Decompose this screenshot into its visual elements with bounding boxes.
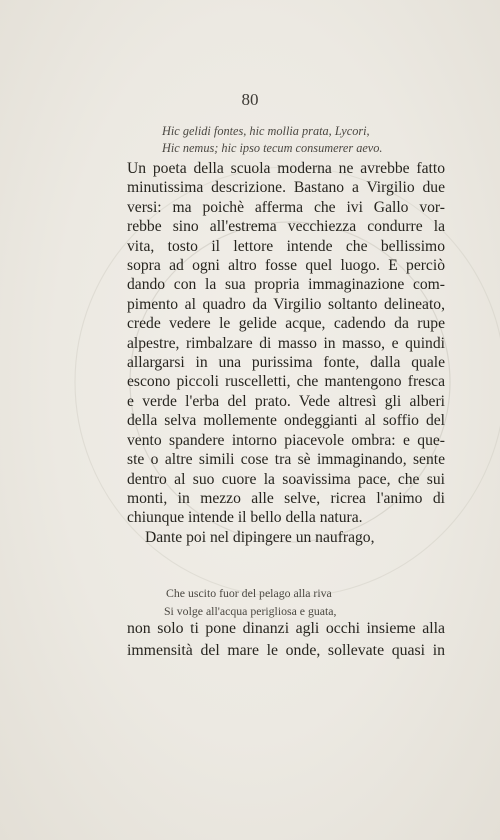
paragraph-line: vita, tosto il lettore intende che bellissimo <box>127 237 445 255</box>
paragraph-line: Un poeta della scuola moderna ne avrebbe fatto <box>127 160 445 177</box>
paragraph-line: allargarsi in una purissima fonte, dalla quale <box>127 354 445 372</box>
continuation-paragraph <box>127 618 445 662</box>
main-paragraph <box>127 159 445 547</box>
dante-verse-line: Che uscito fuor del pelago alla riva <box>166 586 332 600</box>
paragraph-line: minutissima descrizione. Bastano a Virgilio due <box>127 179 445 197</box>
paragraph-line: chiunque intende il bello della natura. <box>127 509 363 527</box>
page-number: 80 <box>241 90 259 109</box>
paragraph-line: crede vedere le gelide acque, cadendo da rupe <box>127 315 445 333</box>
paragraph-line: della selva mollemente ondeggianti al soffio del <box>127 412 445 430</box>
paragraph-line: non solo ti pone dinanzi agli occhi insieme alla <box>127 620 445 637</box>
paragraph-line: monti, in mezzo alle selve, ricrea l'animo di <box>127 489 445 507</box>
epigraph-line: Hic gelidi fontes, hic mollia prata, Lycori, <box>162 124 370 138</box>
dante-intro-line: Dante poi nel dipingere un naufrago, <box>145 528 375 546</box>
paragraph-line: rebbe sino all'estrema vecchiezza condurre la <box>127 218 445 236</box>
paragraph-line: vento spandere intorno piacevole ombra: e que- <box>127 431 445 449</box>
paragraph-line: escono piccoli ruscelletti, che mantengono fresca <box>127 373 445 391</box>
epigraph-line: Hic nemus; hic ipso tecum consumerer aevo. <box>162 141 383 155</box>
paragraph-line: pimento al quadro da Virgilio soltanto delineato, <box>127 295 445 313</box>
paragraph-line: dentro al suo cuore la soavissima pace, che sui <box>127 470 445 488</box>
paragraph-line: e verde l'erba del prato. Vede altresì gli alberi <box>127 392 445 410</box>
paragraph-line: versi: ma poichè afferma che ivi Gallo vor- <box>127 198 445 216</box>
dante-verse-line: Si volge all'acqua perigliosa e guata, <box>164 604 337 618</box>
paragraph-line: dando con la sua propria immaginazione com- <box>127 276 445 294</box>
paragraph-line: ste o altre simili cose tra sè immaginando, sente <box>127 451 445 469</box>
epigraph-verses <box>0 123 500 157</box>
paragraph-line: alpestre, rimbalzare di masso in masso, e quindi <box>127 334 445 352</box>
dante-verses <box>0 584 500 620</box>
paragraph-line: sopra ad ogni altro fosse quel luogo. E perciò <box>127 257 445 275</box>
paragraph-line: immensità del mare le onde, sollevate quasi in <box>127 642 445 659</box>
